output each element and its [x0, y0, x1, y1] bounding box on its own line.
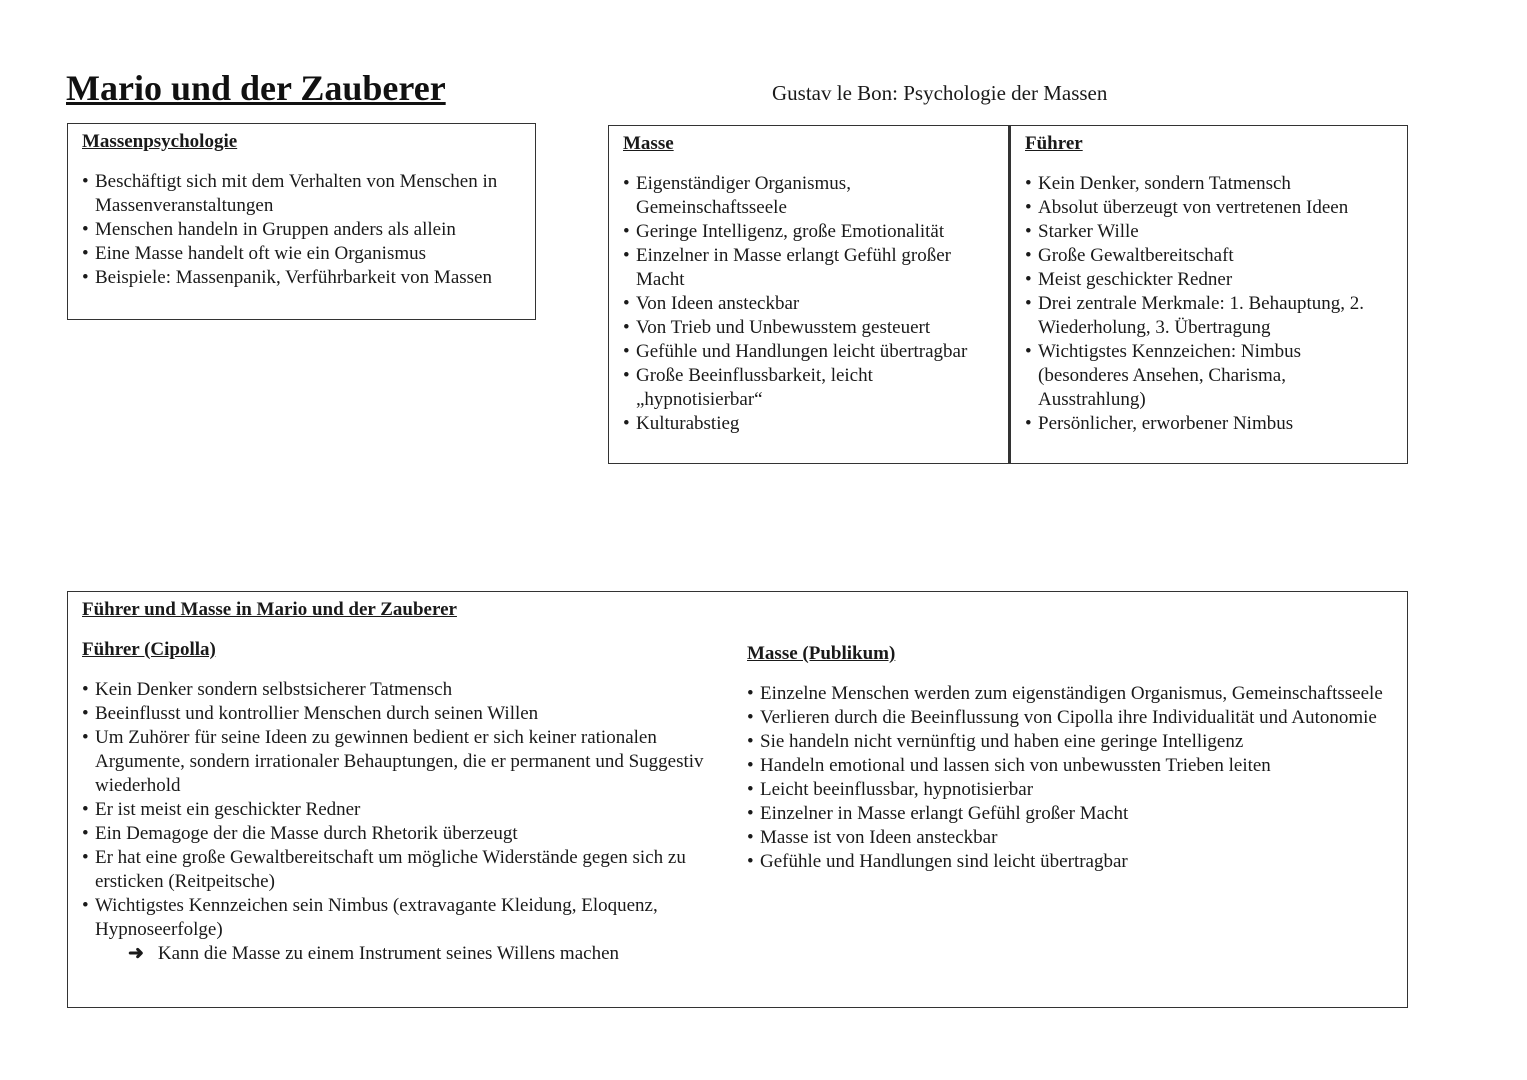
list-item: • Masse ist von Ideen ansteckbar	[747, 826, 1387, 850]
list-item: • Kein Denker, sondern Tatmensch	[1025, 172, 1393, 196]
list-item: • Er ist meist ein geschickter Redner	[82, 798, 747, 822]
publikum-heading: Masse (Publikum)	[747, 643, 896, 664]
massenpsychologie-box	[67, 123, 536, 320]
list-item: • Große Gewaltbereitschaft	[1025, 244, 1393, 268]
list-item: • Große Beeinflussbarkeit, leicht „hypnotisierbar“	[623, 364, 994, 412]
list-item: • Gefühle und Handlungen sind leicht übertragbar	[747, 850, 1387, 874]
list-item: • Kulturabstieg	[623, 412, 994, 436]
list-item: • Beispiele: Massenpanik, Verführbarkeit von Massen	[82, 266, 521, 290]
list-item: • Einzelner in Masse erlangt Gefühl großer Macht	[747, 802, 1387, 826]
page-title: Mario und der Zauberer	[66, 68, 446, 108]
list-item: • Handeln emotional und lassen sich von unbewussten Trieben leiten	[747, 754, 1387, 778]
cipolla-conclusion	[82, 942, 747, 966]
list-item: • Meist geschickter Redner	[1025, 268, 1393, 292]
list-item: • Persönlicher, erworbener Nimbus	[1025, 412, 1393, 436]
list-item: • Sie handeln nicht vernünftig und haben eine geringe Intelligenz	[747, 730, 1387, 754]
list-item: • Er hat eine große Gewaltbereitschaft um mögliche Widerstände gegen sich zu ersticken (Reitpeitsche)	[82, 846, 747, 894]
list-item: • Einzelner in Masse erlangt Gefühl großer Macht	[623, 244, 994, 292]
page-subtitle: Gustav le Bon: Psychologie der Massen	[772, 81, 1108, 105]
list-item: • Starker Wille	[1025, 220, 1393, 244]
list-item: • Von Ideen ansteckbar	[623, 292, 994, 316]
list-item: • Ein Demagoge der die Masse durch Rhetorik überzeugt	[82, 822, 747, 846]
fuehrer-heading: Führer	[1025, 133, 1083, 154]
masse-column	[609, 126, 1008, 463]
publikum-list	[747, 682, 1387, 874]
cipolla-heading: Führer (Cipolla)	[82, 639, 216, 660]
list-item: • Absolut überzeugt von vertretenen Ideen	[1025, 196, 1393, 220]
list-item: • Wichtigstes Kennzeichen: Nimbus (besonderes Ansehen, Charisma, Ausstrahlung)	[1025, 340, 1393, 412]
list-item: • Kein Denker sondern selbstsicherer Tatmensch	[82, 678, 747, 702]
list-item: • Gefühle und Handlungen leicht übertragbar	[623, 340, 994, 364]
list-item: • Um Zuhörer für seine Ideen zu gewinnen bedient er sich keiner rationalen Argumente, sondern irrationaler Behauptungen, die er permanent und Suggestiv wiederhold	[82, 726, 747, 798]
publikum-column	[747, 638, 1387, 966]
masse-fuehrer-table	[608, 125, 1408, 464]
list-item: • Leicht beeinflussbar, hypnotisierbar	[747, 778, 1387, 802]
bottom-heading: Führer und Masse in Mario und der Zauberer	[82, 599, 457, 620]
massenpsychologie-heading: Massenpsychologie	[82, 131, 238, 152]
cipolla-conclusion-text: Kann die Masse zu einem Instrument seines Willens machen	[157, 943, 620, 964]
list-item: • Beeinflusst und kontrollier Menschen durch seinen Willen	[82, 702, 747, 726]
list-item: • Menschen handeln in Gruppen anders als allein	[82, 218, 521, 242]
list-item: • Beschäftigt sich mit dem Verhalten von Menschen in Massenveranstaltungen	[82, 170, 521, 218]
list-item: • Von Trieb und Unbewusstem gesteuert	[623, 316, 994, 340]
list-item: • Drei zentrale Merkmale: 1. Behauptung, 2. Wiederholung, 3. Übertragung	[1025, 292, 1393, 340]
masse-heading: Masse	[623, 133, 674, 154]
fuehrer-column	[1008, 126, 1407, 463]
cipolla-column	[82, 638, 747, 966]
list-item: • Verlieren durch die Beeinflussung von Cipolla ihre Individualität und Autonomie	[747, 706, 1387, 730]
arrow-right-icon: ➜	[128, 943, 144, 964]
list-item: • Eigenständiger Organismus, Gemeinschaftsseele	[623, 172, 994, 220]
list-item: • Geringe Intelligenz, große Emotionalität	[623, 220, 994, 244]
list-item: • Eine Masse handelt oft wie ein Organismus	[82, 242, 521, 266]
massenpsychologie-list	[82, 170, 521, 290]
mario-zauberer-box	[67, 591, 1408, 1008]
list-item: • Wichtigstes Kennzeichen sein Nimbus (extravagante Kleidung, Eloquenz, Hypnoseerfolge)	[82, 894, 747, 942]
bottom-columns	[82, 638, 1393, 966]
list-item: • Einzelne Menschen werden zum eigenständigen Organismus, Gemeinschaftsseele	[747, 682, 1387, 706]
masse-list	[623, 172, 994, 436]
fuehrer-list	[1025, 172, 1393, 436]
cipolla-list	[82, 678, 747, 942]
